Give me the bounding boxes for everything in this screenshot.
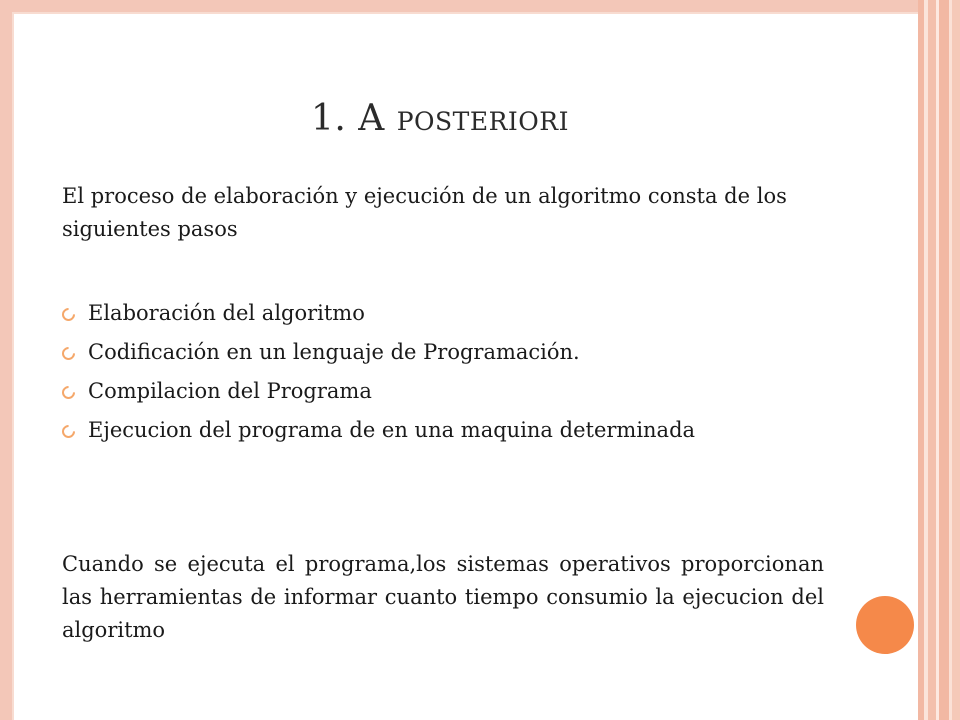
list-item [62, 415, 822, 445]
bullet-icon [59, 383, 77, 401]
bullet-icon [59, 344, 77, 362]
decorative-stripe [939, 0, 949, 720]
decorative-stripe [928, 0, 936, 720]
bullet-icon [59, 305, 77, 323]
list-item-text: Elaboración del algoritmo [88, 301, 365, 325]
bullet-icon [59, 422, 77, 440]
decorative-circle [856, 596, 914, 654]
list-item [62, 298, 822, 328]
steps-list [62, 298, 822, 454]
list-item-text: Ejecucion del programa de en una maquina determinada [88, 418, 696, 442]
list-item-text: Compilacion del Programa [88, 379, 372, 403]
closing-paragraph: Cuando se ejecuta el programa,los sistemas operativos proporcionan las herramientas de informar cuanto tiempo consumio la ejecucion del algoritmo [62, 552, 824, 642]
slide-title [0, 98, 880, 139]
decorative-stripe [952, 0, 960, 720]
list-item [62, 337, 822, 367]
list-item [62, 376, 822, 406]
slide-title-text: posteriori [396, 98, 569, 139]
list-item-text: Codificación en un lenguaje de Programación. [88, 340, 580, 364]
intro-paragraph: El proceso de elaboración y ejecución de un algoritmo consta de los siguientes pasos [62, 184, 787, 241]
slide-title-number: 1. A [311, 98, 397, 139]
